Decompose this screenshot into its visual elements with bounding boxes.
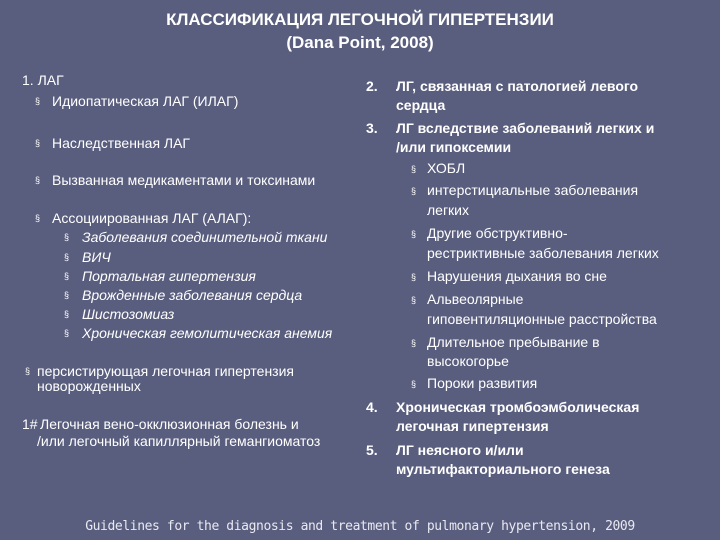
sub-altitude-line1: Длительное пребывание в bbox=[427, 334, 600, 350]
item-2-number: 2. bbox=[366, 78, 378, 94]
slide-subtitle: (Dana Point, 2008) bbox=[286, 33, 434, 52]
sub-ild-line2: легких bbox=[427, 202, 470, 218]
assoc-item: Хроническая гемолитическая анемия bbox=[82, 325, 333, 341]
assoc-item: Заболевания соединительной ткани bbox=[82, 229, 328, 245]
footer-citation: Guidelines for the diagnosis and treatment of pulmonary hypertension, 2009 bbox=[85, 519, 635, 534]
item-2-line2: сердца bbox=[396, 97, 446, 113]
bullet-icon: § bbox=[411, 164, 417, 174]
sub-newborn-line2: новорожденных bbox=[37, 378, 141, 394]
item-5-line1: ЛГ неясного и/или bbox=[396, 442, 524, 458]
sub-obstr-line1: Другие обструктивно- bbox=[427, 225, 568, 241]
item-1prime-line2: /или легочный капиллярный гемангиоматоз bbox=[37, 433, 321, 449]
assoc-item: Портальная гипертензия bbox=[82, 268, 256, 284]
bullet-icon: § bbox=[35, 213, 41, 223]
bullet-icon: § bbox=[64, 290, 70, 300]
item-1-pah: 1. ЛАГ bbox=[22, 72, 64, 88]
item-3-line1: ЛГ вследствие заболеваний легких и bbox=[396, 120, 655, 136]
bullet-icon: § bbox=[411, 295, 417, 305]
sub-drug-induced: Вызванная медикаментами и токсинами bbox=[52, 172, 316, 188]
bullet-icon: § bbox=[35, 138, 41, 148]
assoc-item: Шистозомиаз bbox=[82, 306, 175, 322]
bullet-icon: § bbox=[64, 252, 70, 262]
bullet-icon: § bbox=[411, 272, 417, 282]
bullet-icon: § bbox=[35, 96, 41, 106]
bullet-icon: § bbox=[64, 309, 70, 319]
sub-obstr-line2: рестриктивные заболевания легких bbox=[427, 245, 659, 261]
bullet-icon: § bbox=[411, 186, 417, 196]
sub-newborn-line1: персистирующая легочная гипертензия bbox=[37, 363, 294, 379]
bullet-icon: § bbox=[35, 175, 41, 185]
item-1prime-number: 1# bbox=[22, 416, 38, 432]
item-3-number: 3. bbox=[366, 120, 378, 136]
slide-title: КЛАССИФИКАЦИЯ ЛЕГОЧНОЙ ГИПЕРТЕНЗИИ bbox=[166, 10, 554, 29]
bullet-icon: § bbox=[64, 232, 70, 242]
bullet-icon: § bbox=[64, 328, 70, 338]
sub-idiopathic: Идиопатическая ЛАГ (ИЛАГ) bbox=[52, 93, 239, 109]
item-2-line1: ЛГ, связанная с патологией левого bbox=[396, 78, 639, 94]
bullet-icon: § bbox=[411, 379, 417, 389]
sub-ild-line1: интерстициальные заболевания bbox=[427, 182, 639, 198]
sub-associated: Ассоциированная ЛАГ (АЛАГ): bbox=[52, 210, 252, 226]
bullet-icon: § bbox=[25, 366, 31, 376]
item-5-number: 5. bbox=[366, 442, 378, 458]
item-5-line2: мультифакториального генеза bbox=[396, 461, 610, 477]
sub-altitude-line2: высокогорье bbox=[427, 353, 509, 369]
sub-sleep: Нарушения дыхания во сне bbox=[427, 268, 607, 284]
assoc-item: ВИЧ bbox=[82, 249, 111, 265]
sub-copd: ХОБЛ bbox=[427, 160, 466, 176]
item-4-line2: легочная гипертензия bbox=[396, 418, 549, 434]
sub-alv-line1: Альвеолярные bbox=[427, 291, 524, 307]
sub-hereditary: Наследственная ЛАГ bbox=[52, 135, 191, 151]
assoc-item: Врожденные заболевания сердца bbox=[82, 287, 303, 303]
bullet-icon: § bbox=[411, 338, 417, 348]
bullet-icon: § bbox=[64, 271, 70, 281]
item-3-line2: /или гипоксемии bbox=[396, 139, 512, 155]
sub-alv-line2: гиповентиляционные расстройства bbox=[427, 311, 657, 327]
item-4-number: 4. bbox=[366, 399, 378, 415]
bullet-icon: § bbox=[411, 229, 417, 239]
item-4-line1: Хроническая тромбоэмболическая bbox=[396, 399, 640, 415]
sub-developmental: Пороки развития bbox=[427, 375, 538, 391]
item-1prime-line1: Легочная вено-окклюзионная болезнь и bbox=[40, 416, 299, 432]
